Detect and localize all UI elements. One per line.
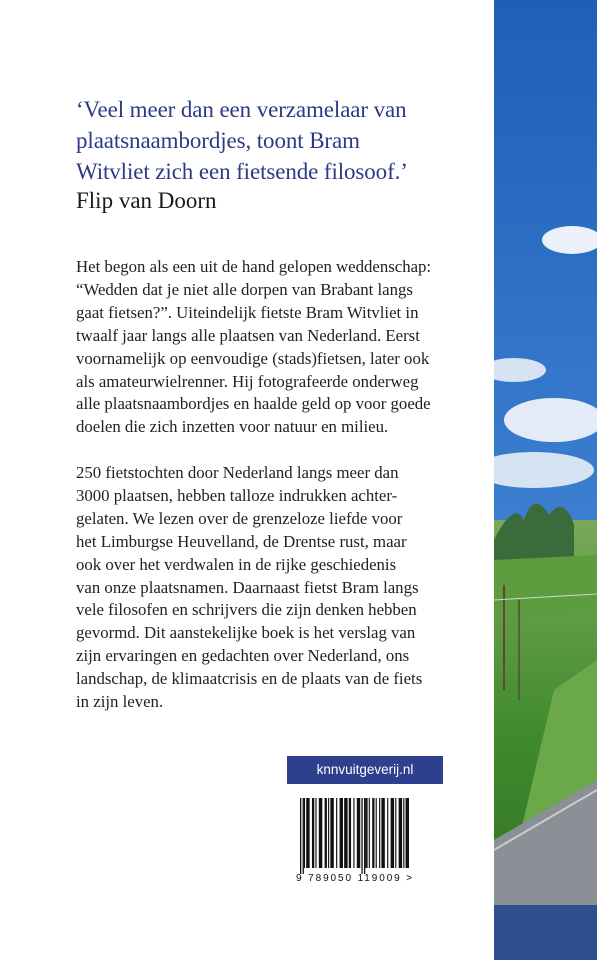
barcode-bar — [312, 798, 314, 868]
text-line: voornamelijk op eenvoudige (stads)fietsen, later ook — [76, 348, 430, 368]
text-line: doelen die zich inzetten voor natuur en milieu. — [76, 417, 389, 437]
barcode-guard-bar — [303, 798, 304, 874]
text-line: van onze plaatsnamen. Daarnaast fietst Bram langs — [76, 577, 419, 597]
barcode-bar — [325, 798, 327, 868]
isbn-barcode — [296, 798, 442, 892]
text-line: gaat fietsen?”. Uiteindelijk fietste Bram Witvliet in — [76, 302, 419, 322]
quote-line: plaatsnaambordjes, toont Bram — [76, 128, 360, 153]
text-line: Het begon als een uit de hand gelopen weddenschap: — [76, 257, 432, 276]
barcode-guard-bar — [364, 798, 365, 874]
barcode-bar — [372, 798, 374, 868]
barcode-bar — [379, 798, 380, 868]
blurb-paragraph-1 — [76, 256, 486, 439]
barcode-bar — [399, 798, 402, 868]
blurb-paragraph-2 — [76, 462, 486, 714]
barcode-bar — [349, 798, 351, 868]
barcode-bar — [369, 798, 370, 868]
barcode-digits: 9 789050 119009 > — [296, 873, 415, 884]
barcode-bar — [395, 798, 396, 868]
text-line: alle plaatsnaambordjes en haalde geld op voor goede — [76, 394, 431, 414]
landscape-photo — [494, 0, 597, 960]
quote-author: Flip van Doorn — [76, 188, 217, 213]
text-line: landschap, de klimaatcrisis en de plaats van de fiets — [76, 669, 423, 689]
barcode-bar — [330, 798, 333, 868]
publisher-url-badge[interactable]: knnvuitgeverij.nl — [287, 756, 443, 784]
barcode-bar — [387, 798, 388, 868]
text-line: gevormd. Dit aanstekelijke boek is het verslag van — [76, 623, 416, 643]
text-line: zijn ervaringen en gedachten over Nederland, ons — [76, 646, 410, 666]
quote-line: ‘Veel meer dan een verzamelaar van — [76, 97, 407, 122]
barcode-bars — [296, 798, 442, 874]
barcode-bar — [304, 798, 305, 868]
barcode-bar — [306, 798, 309, 868]
text-line: vele filosofen en schrijvers die zijn denken hebben — [76, 600, 417, 620]
barcode-bar — [328, 798, 329, 868]
text-line: 250 fietstochten door Nederland langs meer dan — [76, 463, 399, 482]
quote-line: Witvliet zich een fietsende filosoof.’ — [76, 159, 408, 184]
text-line: in zijn leven. — [76, 692, 164, 712]
barcode-bar — [353, 798, 354, 868]
review-quote — [76, 94, 486, 187]
barcode-bar — [344, 798, 347, 868]
barcode-bar — [336, 798, 337, 868]
cover-photo-strip — [494, 0, 597, 960]
text-line: 3000 plaatsen, hebben talloze indrukken achter- — [76, 485, 398, 505]
barcode-guard-bar — [300, 798, 301, 874]
barcode-bar — [315, 798, 316, 868]
text-line: ook over het verdwalen in de rijke geschiedenis — [76, 554, 397, 574]
barcode-guard-bar — [361, 798, 362, 874]
barcode-bar — [340, 798, 343, 868]
text-line: als amateurwielrenner. Hij fotografeerde onderweg — [76, 371, 419, 391]
text-line: twaalf jaar langs alle plaatsen van Nederland. Eerst — [76, 325, 420, 345]
text-line: het Limburgse Heuvelland, de Drentse rust, maar — [76, 531, 407, 551]
barcode-bar — [357, 798, 360, 868]
barcode-bar — [376, 798, 377, 868]
barcode-bar — [403, 798, 404, 868]
barcode-bar — [381, 798, 384, 868]
barcode-bar — [406, 798, 409, 868]
barcode-bar — [391, 798, 394, 868]
barcode-bar — [319, 798, 322, 868]
text-line: “Wedden dat je niet alle dorpen van Brabant langs — [76, 279, 413, 299]
text-line: gelaten. We lezen over de grenzeloze liefde voor — [76, 508, 403, 528]
barcode-bar — [365, 798, 367, 868]
